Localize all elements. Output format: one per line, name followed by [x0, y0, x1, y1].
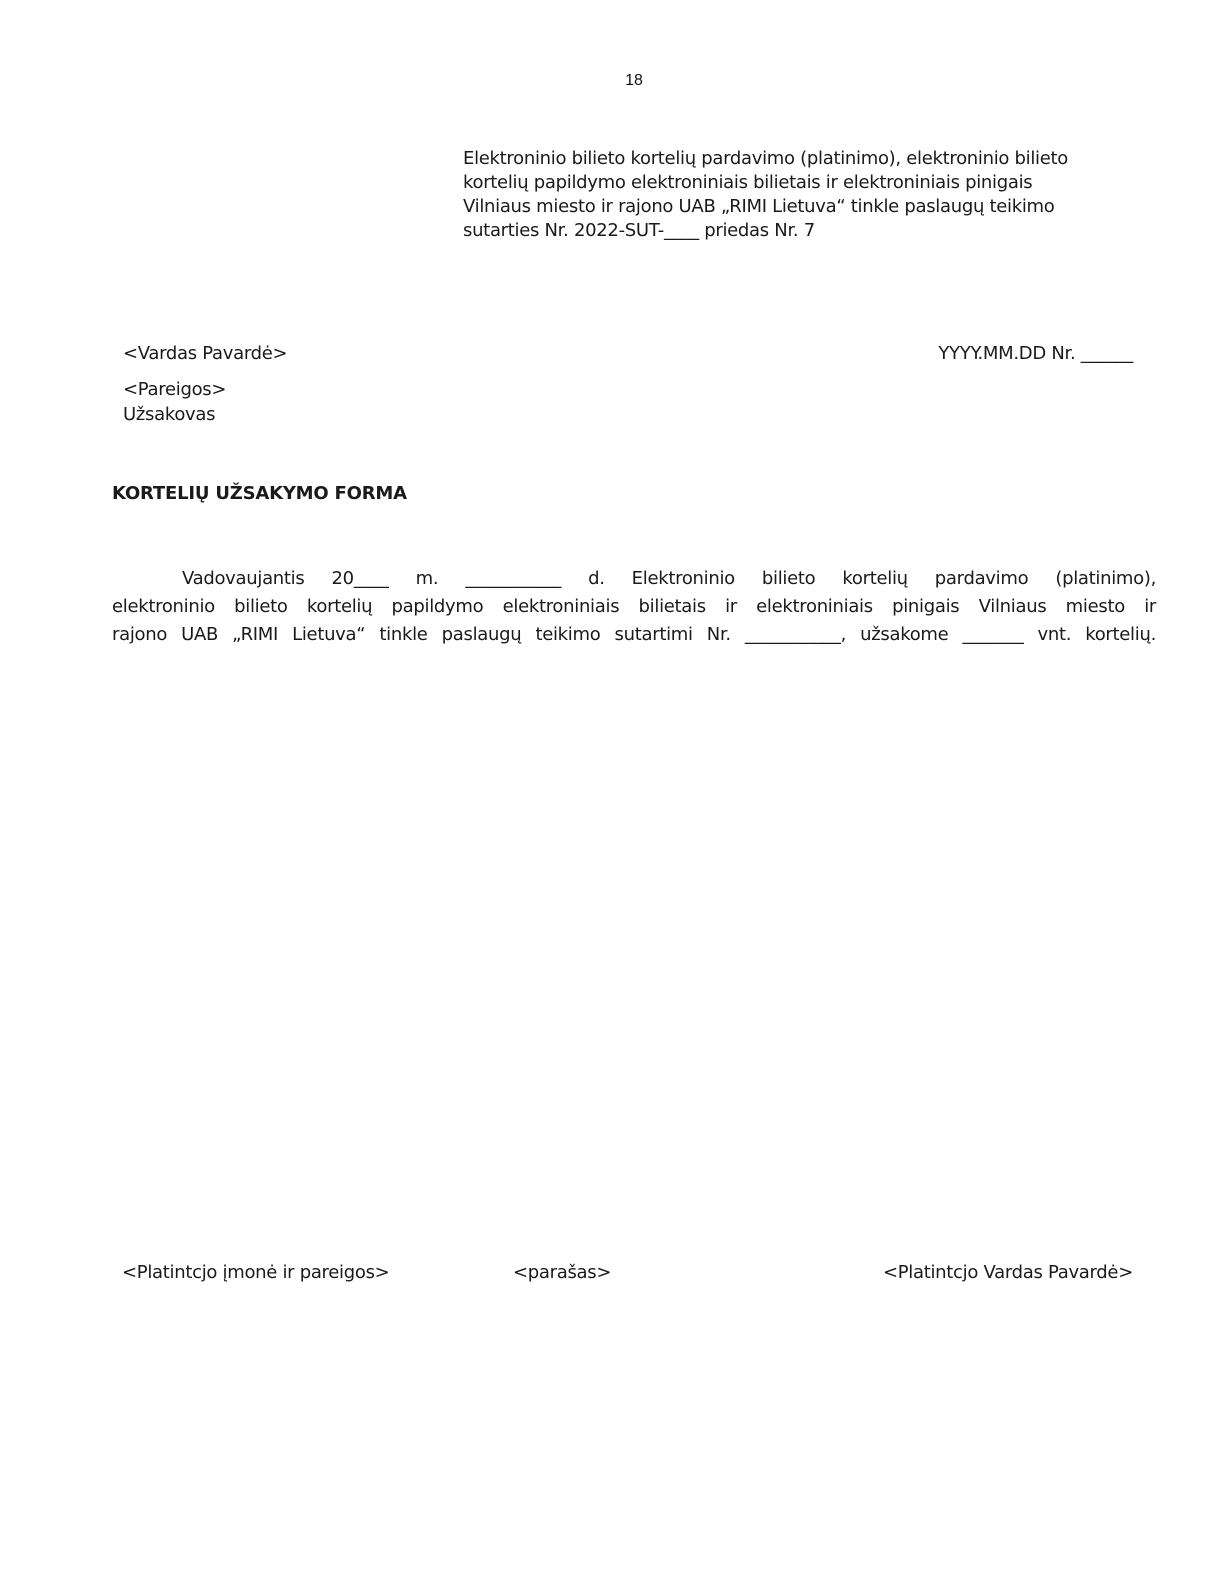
client-position: <Pareigos>	[123, 379, 227, 400]
body-line: elektroninio bilieto kortelių papildymo elektroniniais bilietais ir elektroniniais pinigais Vilniaus miesto ir	[112, 596, 1156, 617]
annex-reference	[463, 147, 1163, 243]
client-details	[123, 377, 226, 427]
form-title: KORTELIŲ UŽSAKYMO FORMA	[112, 483, 407, 504]
client-role: Užsakovas	[123, 404, 216, 425]
client-name: <Vardas Pavardė>	[123, 343, 288, 364]
annex-line: kortelių papildymo elektroniniais bilietais ir elektroniniais pinigais	[463, 172, 1033, 193]
annex-line: sutarties Nr. 2022-SUT-____ priedas Nr. 7	[463, 220, 815, 241]
page-number: 18	[625, 72, 643, 89]
body-line: rajono UAB „RIMI Lietuva“ tinkle paslaugų teikimo sutartimi Nr. ___________, užsakome _______ vnt. kortelių.	[112, 624, 1156, 645]
signature-placeholder: <parašas>	[513, 1262, 612, 1283]
annex-line: Elektroninio bilieto kortelių pardavimo (platinimo), elektroninio bilieto	[463, 148, 1069, 169]
annex-line: Vilniaus miesto ir rajono UAB „RIMI Lietuva“ tinkle paslaugų teikimo	[463, 196, 1055, 217]
date-reference: YYYY.MM.DD Nr. ______	[938, 343, 1133, 364]
distributor-company: <Platintcjo įmonė ir pareigos>	[122, 1262, 390, 1283]
distributor-name: <Platintcjo Vardas Pavardė>	[882, 1262, 1133, 1283]
body-paragraph	[112, 565, 1156, 649]
body-line: Vadovaujantis 20____ m. ___________ d. Elektroninio bilieto kortelių pardavimo (platinimo),	[182, 568, 1156, 589]
